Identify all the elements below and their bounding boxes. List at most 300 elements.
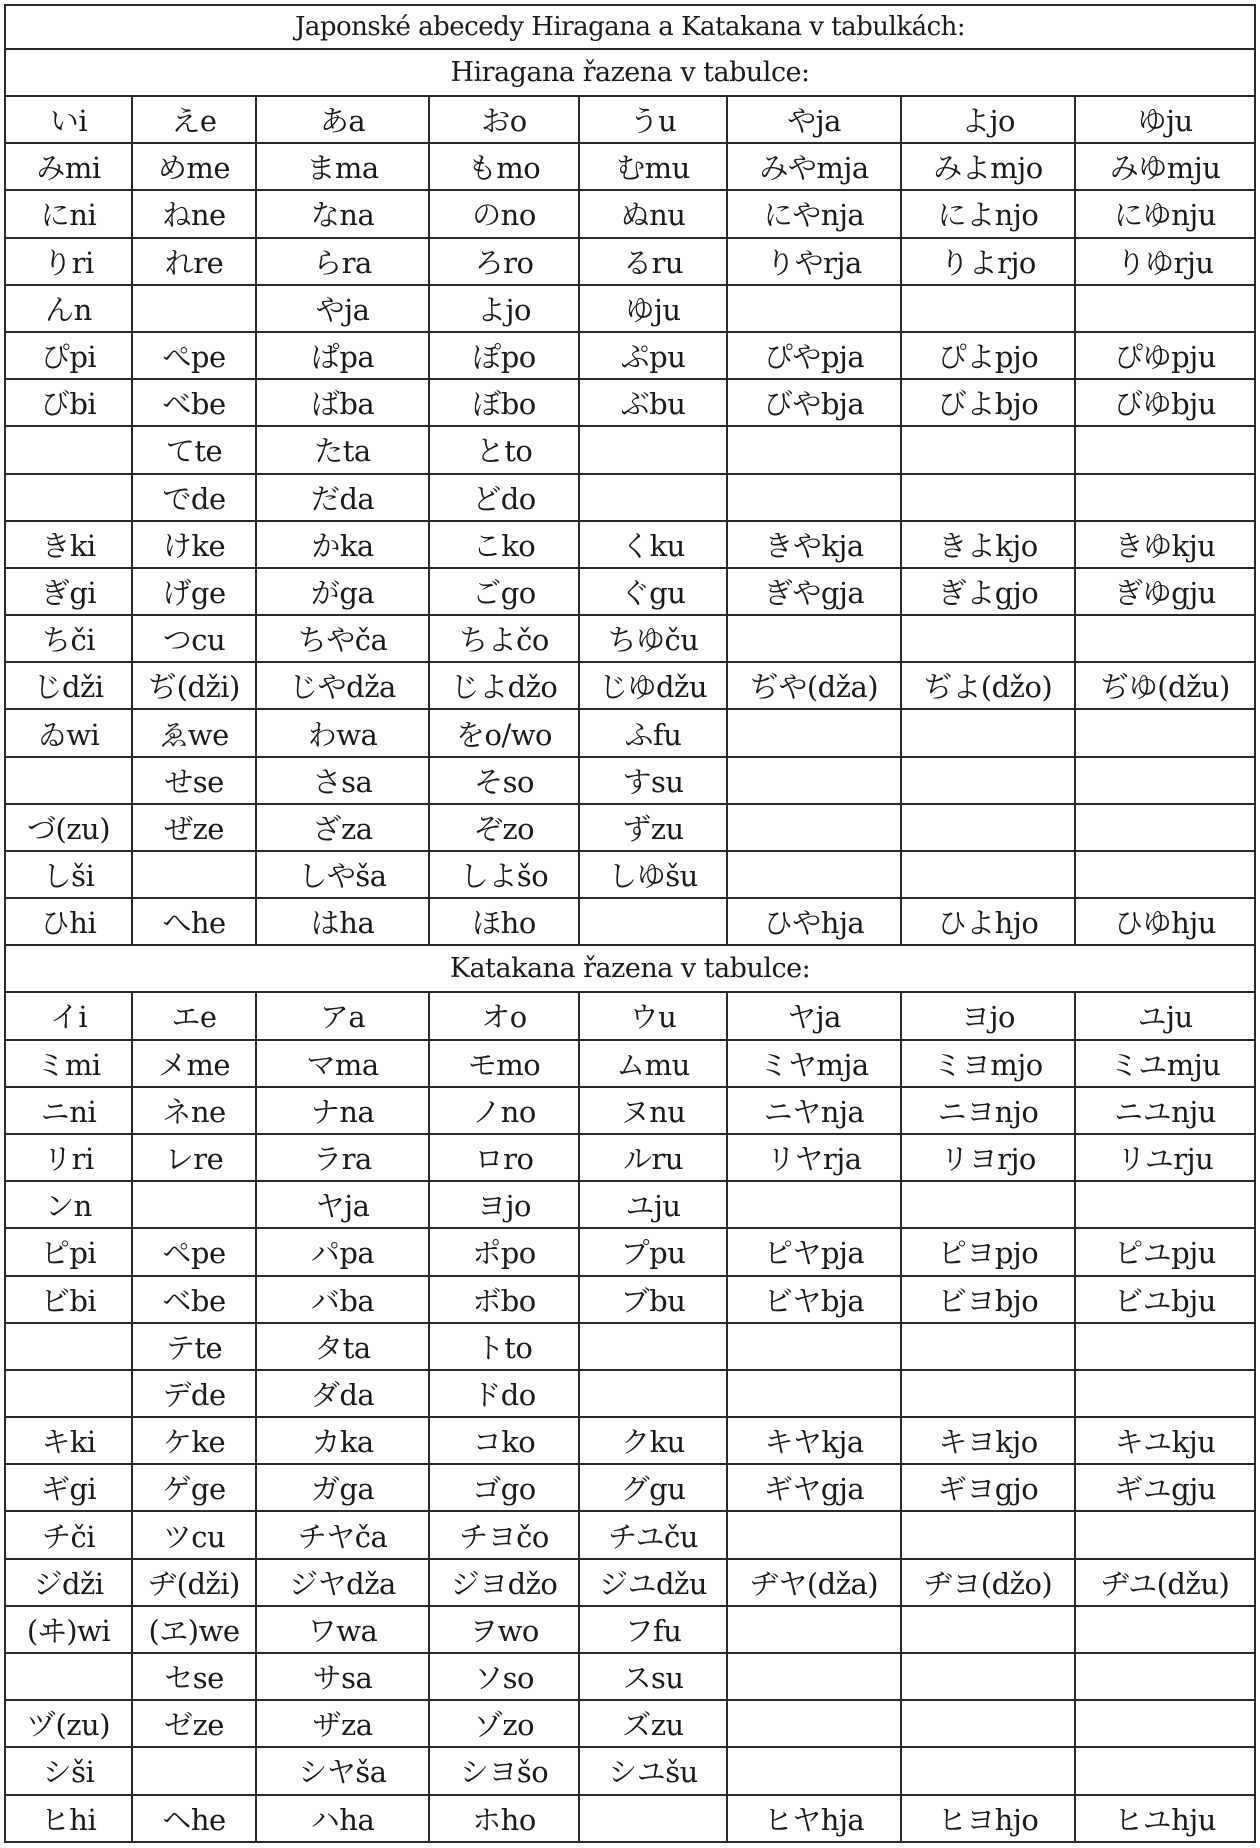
table-row — [5, 285, 1255, 332]
table-cell: テte — [132, 1323, 256, 1370]
table-cell: ぎやgja — [727, 568, 901, 615]
hiragana-heading: Hiragana řazena v tabulce: — [5, 49, 1255, 96]
table-cell — [579, 474, 727, 521]
table-cell: メme — [132, 1040, 256, 1087]
table-cell: ギヤgja — [727, 1464, 901, 1511]
table-cell — [1075, 1370, 1255, 1417]
table-cell: しやša — [256, 851, 429, 898]
table-cell — [1075, 1700, 1255, 1747]
table-cell: むmu — [579, 143, 727, 190]
table-cell: ぎゆgju — [1075, 568, 1255, 615]
table-cell: ぢゆ(džu) — [1075, 662, 1255, 709]
table-cell: ぱpa — [256, 332, 429, 379]
table-row — [5, 804, 1255, 851]
table-cell: ぢよ(džo) — [901, 662, 1075, 709]
table-cell: ビヨbjo — [901, 1276, 1075, 1323]
table-cell: ピpi — [5, 1228, 132, 1275]
title-row — [5, 5, 1255, 49]
table-cell: ヌnu — [579, 1087, 727, 1134]
table-cell — [901, 804, 1075, 851]
table-row — [5, 1181, 1255, 1228]
table-cell: ゴgo — [429, 1464, 579, 1511]
table-row — [5, 1511, 1255, 1558]
table-cell: ラra — [256, 1134, 429, 1181]
table-cell: ニヤnja — [727, 1087, 901, 1134]
table-cell: キヨkjo — [901, 1417, 1075, 1464]
table-cell: んn — [5, 285, 132, 332]
table-row — [5, 898, 1255, 945]
table-cell — [1075, 426, 1255, 473]
table-cell: スsu — [579, 1653, 727, 1700]
table-cell: ぺpe — [132, 332, 256, 379]
table-cell — [132, 1747, 256, 1794]
table-cell: シヤša — [256, 1747, 429, 1794]
table-cell: リヨrjo — [901, 1134, 1075, 1181]
table-row — [5, 568, 1255, 615]
table-cell — [727, 851, 901, 898]
table-cell: トto — [429, 1323, 579, 1370]
kana-table — [4, 4, 1256, 1843]
table-cell — [901, 1181, 1075, 1228]
table-cell: でde — [132, 474, 256, 521]
katakana-heading: Katakana řazena v tabulce: — [5, 945, 1255, 992]
table-row — [5, 1653, 1255, 1700]
table-cell: グgu — [579, 1464, 727, 1511]
table-cell: ジユdžu — [579, 1559, 727, 1606]
table-cell: びbi — [5, 379, 132, 426]
table-cell: ピヨpjo — [901, 1228, 1075, 1275]
table-cell: ヒヨhjo — [901, 1795, 1075, 1842]
table-cell: ルru — [579, 1134, 727, 1181]
table-cell — [727, 1700, 901, 1747]
table-cell — [132, 1181, 256, 1228]
table-cell: てte — [132, 426, 256, 473]
table-cell: チユču — [579, 1511, 727, 1558]
table-cell: せse — [132, 757, 256, 804]
table-cell: りri — [5, 238, 132, 285]
table-cell: ヨjo — [901, 992, 1075, 1039]
table-cell: みゆmju — [1075, 143, 1255, 190]
table-cell: ヂヨ(džo) — [901, 1559, 1075, 1606]
table-cell: プpu — [579, 1228, 727, 1275]
table-row — [5, 709, 1255, 756]
table-cell: ぼbo — [429, 379, 579, 426]
table-row — [5, 1040, 1255, 1087]
table-cell: ざza — [256, 804, 429, 851]
table-cell: ユju — [1075, 992, 1255, 1039]
table-cell: よjo — [901, 96, 1075, 143]
table-cell: ミヨmjo — [901, 1040, 1075, 1087]
table-row — [5, 1087, 1255, 1134]
table-cell — [1075, 1747, 1255, 1794]
table-cell: たta — [256, 426, 429, 473]
table-cell — [901, 1700, 1075, 1747]
table-cell: デde — [132, 1370, 256, 1417]
table-cell: ひhi — [5, 898, 132, 945]
table-cell — [901, 1370, 1075, 1417]
table-cell: ヤja — [727, 992, 901, 1039]
table-cell: ロro — [429, 1134, 579, 1181]
table-cell: ニni — [5, 1087, 132, 1134]
table-cell: によnjo — [901, 190, 1075, 237]
table-cell: ヘhe — [132, 1795, 256, 1842]
table-cell: ちči — [5, 615, 132, 662]
table-cell: ろro — [429, 238, 579, 285]
table-cell: ボbo — [429, 1276, 579, 1323]
table-row — [5, 1606, 1255, 1653]
section-heading-row — [5, 945, 1255, 992]
table-cell: ひよhjo — [901, 898, 1075, 945]
table-cell: ジヤdža — [256, 1559, 429, 1606]
table-row — [5, 1700, 1255, 1747]
table-cell: ゲge — [132, 1464, 256, 1511]
table-cell: ねne — [132, 190, 256, 237]
table-cell: もmo — [429, 143, 579, 190]
table-cell: ギヨgjo — [901, 1464, 1075, 1511]
table-cell: げge — [132, 568, 256, 615]
table-cell — [1075, 851, 1255, 898]
document-title: Japonské abecedy Hiragana a Katakana v tabulkách: — [5, 5, 1255, 49]
table-cell: ぴpi — [5, 332, 132, 379]
table-cell: セse — [132, 1653, 256, 1700]
table-cell: すsu — [579, 757, 727, 804]
table-cell: ひやhja — [727, 898, 901, 945]
table-cell: イi — [5, 992, 132, 1039]
table-cell: ケke — [132, 1417, 256, 1464]
table-cell — [901, 474, 1075, 521]
table-cell: ネne — [132, 1087, 256, 1134]
table-cell: ぢ(dži) — [132, 662, 256, 709]
table-cell: フfu — [579, 1606, 727, 1653]
table-cell: ワwa — [256, 1606, 429, 1653]
table-cell — [5, 474, 132, 521]
table-cell: びよbjo — [901, 379, 1075, 426]
table-cell: ピヤpja — [727, 1228, 901, 1275]
table-cell — [5, 1323, 132, 1370]
table-cell: ぴやpja — [727, 332, 901, 379]
table-cell: まma — [256, 143, 429, 190]
table-cell: ちやča — [256, 615, 429, 662]
table-cell: にゆnju — [1075, 190, 1255, 237]
table-cell: ぴゆpju — [1075, 332, 1255, 379]
table-cell — [727, 804, 901, 851]
table-row — [5, 662, 1255, 709]
table-cell: ヒヤhja — [727, 1795, 901, 1842]
table-cell: ちよčo — [429, 615, 579, 662]
table-cell: ヂ(dži) — [132, 1559, 256, 1606]
table-row — [5, 1276, 1255, 1323]
table-cell — [1075, 1181, 1255, 1228]
table-cell: ベbe — [132, 1276, 256, 1323]
table-cell: リri — [5, 1134, 132, 1181]
section-heading-row — [5, 49, 1255, 96]
table-cell: ゆju — [579, 285, 727, 332]
table-cell: ガga — [256, 1464, 429, 1511]
table-cell: クku — [579, 1417, 727, 1464]
table-row — [5, 238, 1255, 285]
table-cell: リヤrja — [727, 1134, 901, 1181]
table-cell: バba — [256, 1276, 429, 1323]
table-cell: ぞzo — [429, 804, 579, 851]
table-row — [5, 426, 1255, 473]
table-cell: しゆšu — [579, 851, 727, 898]
table-cell: にやnja — [727, 190, 901, 237]
table-cell: わwa — [256, 709, 429, 756]
table-cell: だda — [256, 474, 429, 521]
table-cell: あa — [256, 96, 429, 143]
table-cell: めme — [132, 143, 256, 190]
table-cell: うu — [579, 96, 727, 143]
table-cell: ビbi — [5, 1276, 132, 1323]
table-cell: やja — [727, 96, 901, 143]
table-cell: シユšu — [579, 1747, 727, 1794]
table-cell: ウu — [579, 992, 727, 1039]
table-cell: ヂユ(džu) — [1075, 1559, 1255, 1606]
table-cell: よjo — [429, 285, 579, 332]
table-cell: ばba — [256, 379, 429, 426]
table-cell — [727, 474, 901, 521]
table-cell: じゆdžu — [579, 662, 727, 709]
table-cell: コko — [429, 1417, 579, 1464]
table-cell: ミヤmja — [727, 1040, 901, 1087]
table-cell: ポpo — [429, 1228, 579, 1275]
table-cell: ペpe — [132, 1228, 256, 1275]
table-cell: へhe — [132, 898, 256, 945]
table-cell — [901, 615, 1075, 662]
table-cell: ズzu — [579, 1700, 727, 1747]
table-cell: ヒhi — [5, 1795, 132, 1842]
table-row — [5, 379, 1255, 426]
table-cell: ユju — [579, 1181, 727, 1228]
table-cell — [1075, 709, 1255, 756]
table-cell: ホho — [429, 1795, 579, 1842]
table-cell — [727, 1370, 901, 1417]
table-cell: レre — [132, 1134, 256, 1181]
table-cell — [1075, 1511, 1255, 1558]
table-cell: ダda — [256, 1370, 429, 1417]
table-cell: づ(zu) — [5, 804, 132, 851]
table-cell: ふfu — [579, 709, 727, 756]
table-cell — [1075, 285, 1255, 332]
table-cell: はha — [256, 898, 429, 945]
table-cell: けke — [132, 521, 256, 568]
table-cell — [5, 1653, 132, 1700]
table-cell: ぜze — [132, 804, 256, 851]
table-cell: モmo — [429, 1040, 579, 1087]
table-cell — [579, 1370, 727, 1417]
table-cell — [579, 1795, 727, 1842]
table-cell — [727, 285, 901, 332]
table-cell: にni — [5, 190, 132, 237]
table-row — [5, 190, 1255, 237]
table-cell: ぶbu — [579, 379, 727, 426]
table-cell: そso — [429, 757, 579, 804]
table-cell: ヂヤ(dža) — [727, 1559, 901, 1606]
table-row — [5, 521, 1255, 568]
table-cell: をo/wo — [429, 709, 579, 756]
table-cell: ニユnju — [1075, 1087, 1255, 1134]
table-cell: りやrja — [727, 238, 901, 285]
table-cell: ビユbju — [1075, 1276, 1255, 1323]
table-cell: どdo — [429, 474, 579, 521]
table-cell — [901, 1653, 1075, 1700]
table-cell — [1075, 1606, 1255, 1653]
table-cell: ピユpju — [1075, 1228, 1255, 1275]
table-cell: ヒユhju — [1075, 1795, 1255, 1842]
table-cell: オo — [429, 992, 579, 1039]
table-row — [5, 615, 1255, 662]
table-cell: ぬnu — [579, 190, 727, 237]
table-cell — [727, 1323, 901, 1370]
table-cell: ビヤbja — [727, 1276, 901, 1323]
table-cell: こko — [429, 521, 579, 568]
table-cell: ぢや(dža) — [727, 662, 901, 709]
table-cell — [727, 709, 901, 756]
table-cell: れre — [132, 238, 256, 285]
table-cell: キヤkja — [727, 1417, 901, 1464]
table-cell: ミユmju — [1075, 1040, 1255, 1087]
table-row — [5, 1795, 1255, 1842]
table-cell: ジヨdžo — [429, 1559, 579, 1606]
table-cell: らra — [256, 238, 429, 285]
table-cell — [579, 898, 727, 945]
table-cell — [901, 709, 1075, 756]
table-cell: ザza — [256, 1700, 429, 1747]
table-cell: みやmja — [727, 143, 901, 190]
table-cell — [132, 285, 256, 332]
table-cell — [579, 426, 727, 473]
table-cell: のno — [429, 190, 579, 237]
table-cell: ほho — [429, 898, 579, 945]
table-cell: ニヨnjo — [901, 1087, 1075, 1134]
table-row — [5, 1228, 1255, 1275]
table-cell: みよmjo — [901, 143, 1075, 190]
table-cell: ぴよpjo — [901, 332, 1075, 379]
table-row — [5, 1747, 1255, 1794]
table-row — [5, 96, 1255, 143]
table-row — [5, 143, 1255, 190]
table-cell: パpa — [256, 1228, 429, 1275]
table-cell: とto — [429, 426, 579, 473]
table-cell: じよdžo — [429, 662, 579, 709]
table-cell — [727, 1653, 901, 1700]
table-cell — [901, 1511, 1075, 1558]
table-cell: チヤča — [256, 1511, 429, 1558]
table-cell — [727, 1181, 901, 1228]
table-cell — [5, 426, 132, 473]
table-cell — [5, 757, 132, 804]
table-row — [5, 474, 1255, 521]
table-cell: ひゆhju — [1075, 898, 1255, 945]
table-row — [5, 1417, 1255, 1464]
table-cell: びやbja — [727, 379, 901, 426]
table-cell: おo — [429, 96, 579, 143]
table-cell: ぎよgjo — [901, 568, 1075, 615]
table-cell: サsa — [256, 1653, 429, 1700]
table-cell — [132, 851, 256, 898]
table-cell: きよkjo — [901, 521, 1075, 568]
table-cell: りゆrju — [1075, 238, 1255, 285]
table-cell: がga — [256, 568, 429, 615]
table-cell: るru — [579, 238, 727, 285]
table-cell: ノno — [429, 1087, 579, 1134]
table-cell — [727, 615, 901, 662]
table-cell — [901, 1323, 1075, 1370]
table-cell: (ヱ)we — [132, 1606, 256, 1653]
table-cell: ぐgu — [579, 568, 727, 615]
table-cell: シši — [5, 1747, 132, 1794]
table-cell — [727, 1747, 901, 1794]
table-cell: ゆju — [1075, 96, 1255, 143]
table-cell: ずzu — [579, 804, 727, 851]
table-cell: ハha — [256, 1795, 429, 1842]
table-cell — [727, 757, 901, 804]
table-cell: ヅ(zu) — [5, 1700, 132, 1747]
table-cell: なna — [256, 190, 429, 237]
table-cell: ちゆču — [579, 615, 727, 662]
table-cell: ゑwe — [132, 709, 256, 756]
table-row — [5, 851, 1255, 898]
table-cell: ギユgju — [1075, 1464, 1255, 1511]
table-cell — [727, 426, 901, 473]
table-cell — [727, 1511, 901, 1558]
table-cell: くku — [579, 521, 727, 568]
table-cell — [1075, 804, 1255, 851]
table-cell: やja — [256, 285, 429, 332]
table-row — [5, 1134, 1255, 1181]
table-cell: シヨšo — [429, 1747, 579, 1794]
table-cell: きやkja — [727, 521, 901, 568]
table-cell: ンn — [5, 1181, 132, 1228]
table-cell: エe — [132, 992, 256, 1039]
table-cell — [727, 1606, 901, 1653]
table-cell: ゼze — [132, 1700, 256, 1747]
table-cell: ミmi — [5, 1040, 132, 1087]
table-cell: マma — [256, 1040, 429, 1087]
table-cell: しよšo — [429, 851, 579, 898]
table-cell: ぷpu — [579, 332, 727, 379]
table-cell — [1075, 615, 1255, 662]
table-cell: ソso — [429, 1653, 579, 1700]
table-cell — [5, 1370, 132, 1417]
table-cell: ぽpo — [429, 332, 579, 379]
table-cell: ゾzo — [429, 1700, 579, 1747]
table-cell: りよrjo — [901, 238, 1075, 285]
table-row — [5, 1323, 1255, 1370]
table-cell: ギgi — [5, 1464, 132, 1511]
table-cell: (ヰ)wi — [5, 1606, 132, 1653]
table-cell — [1075, 1653, 1255, 1700]
table-cell: えe — [132, 96, 256, 143]
table-cell — [1075, 1323, 1255, 1370]
table-cell: ヤja — [256, 1181, 429, 1228]
table-cell: かka — [256, 521, 429, 568]
table-cell: ぎgi — [5, 568, 132, 615]
table-cell: しši — [5, 851, 132, 898]
table-row — [5, 332, 1255, 379]
table-cell: ツcu — [132, 1511, 256, 1558]
table-cell — [901, 1606, 1075, 1653]
table-cell: いi — [5, 96, 132, 143]
table-cell: ごgo — [429, 568, 579, 615]
table-cell: ジdži — [5, 1559, 132, 1606]
table-cell: ブbu — [579, 1276, 727, 1323]
table-cell: チヨčo — [429, 1511, 579, 1558]
table-cell: リユrju — [1075, 1134, 1255, 1181]
table-cell: じやdža — [256, 662, 429, 709]
table-cell — [901, 757, 1075, 804]
table-cell: みmi — [5, 143, 132, 190]
